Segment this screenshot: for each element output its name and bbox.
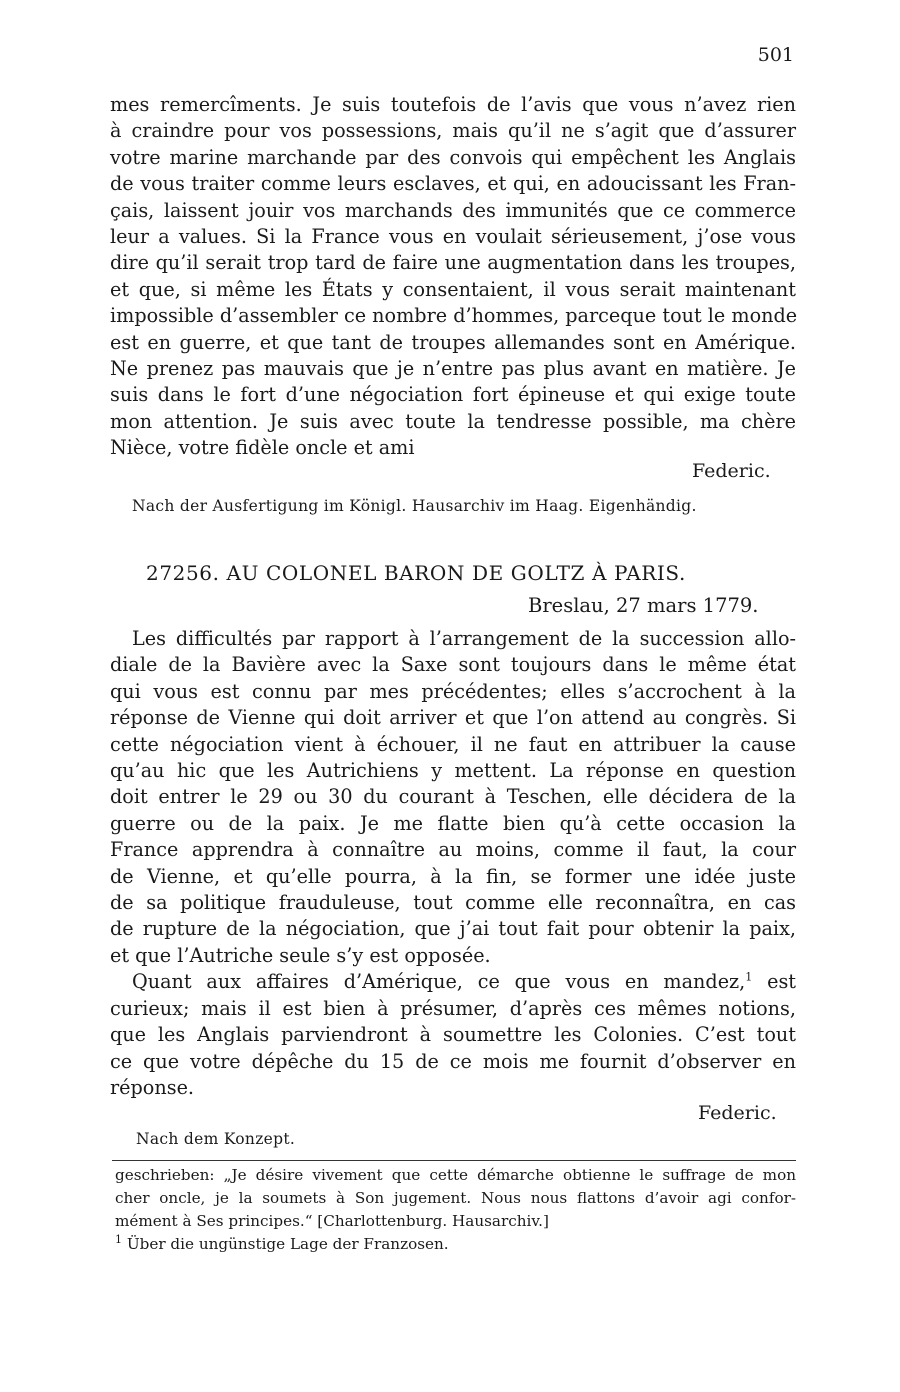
text-line: Les difficultés par rapport à l’arrangement de la succession allo- bbox=[132, 627, 796, 650]
text-line: de rupture de la négociation, que j’ai tout fait pour obtenir la paix, bbox=[110, 917, 796, 941]
footnote-mark: 1 bbox=[115, 1232, 122, 1246]
text-line: diale de la Bavière avec la Saxe sont toujours dans le même état bbox=[110, 653, 796, 677]
text-line: Ne prenez pas mauvais que je n’entre pas plus avant en matière. Je bbox=[110, 357, 796, 381]
text-line: réponse. bbox=[110, 1075, 195, 1099]
text-line: de vous traiter comme leurs esclaves, et qui, en adoucissant les Fran- bbox=[110, 172, 796, 196]
text-line: France apprendra à connaître au moins, comme il faut, la cour bbox=[110, 838, 796, 862]
text-line: leur a values. Si la France vous en voulait sérieusement, j’ose vous bbox=[110, 225, 796, 249]
text-line: et que, si même les États y consentaient, il vous serait maintenant bbox=[110, 277, 796, 301]
previous-letter-text bbox=[110, 92, 796, 462]
letter-signature: Federic. bbox=[698, 1102, 777, 1124]
letter-body bbox=[110, 626, 796, 1101]
text-line: de Vienne, et qu’elle pourra, à la fin, se former une idée juste bbox=[110, 864, 796, 888]
footnote-divider bbox=[112, 1160, 796, 1161]
text-line: que les Anglais parviendront à soumettre les Colonies. C’est tout bbox=[110, 1023, 796, 1047]
text-line bbox=[110, 969, 796, 995]
text-line: à craindre pour vos possessions, mais qu’il ne s’agit que d’assurer bbox=[110, 119, 796, 143]
text-segment: Quant aux affaires d’Amérique, ce que vous en mandez, bbox=[132, 970, 746, 994]
text-line: çais, laissent jouir vos marchands des immunités que ce commerce bbox=[110, 198, 796, 222]
text-line: qu’au hic que les Autrichiens y mettent. La réponse en question bbox=[110, 759, 796, 783]
text-line: et que l’Autriche seule s’y est opposée. bbox=[110, 943, 491, 967]
text-line: dire qu’il serait trop tard de faire une augmentation dans les troupes, bbox=[110, 251, 796, 275]
footnote-line: geschrieben: „Je désire vivement que cette démarche obtienne le suffrage de mon bbox=[115, 1166, 796, 1184]
letter-dateline: Breslau, 27 mars 1779. bbox=[528, 594, 759, 617]
text-segment: est bbox=[752, 970, 797, 994]
text-line: suis dans le fort d’une négociation fort épineuse et qui exige toute bbox=[110, 383, 796, 407]
page-number: 501 bbox=[757, 44, 794, 66]
text-line: mon attention. Je suis avec toute la tendresse possible, ma chère bbox=[110, 409, 796, 433]
footnote-line: mément à Ses principes.“ [Charlottenburg. Hausarchiv.] bbox=[115, 1212, 549, 1230]
text-line: est en guerre, et que tant de troupes allemandes sont en Amérique. bbox=[110, 330, 796, 354]
footnote-1 bbox=[115, 1233, 796, 1256]
footnotes bbox=[115, 1164, 796, 1256]
letter-source-note: Nach dem Konzept. bbox=[136, 1130, 296, 1148]
text-line: impossible d’assembler ce nombre d’hommes, parceque tout le monde bbox=[110, 304, 798, 328]
text-line: ce que votre dépêche du 15 de ce mois me fournit d’observer en bbox=[110, 1049, 796, 1073]
letter-heading: 27256. AU COLONEL BARON DE GOLTZ À PARIS. bbox=[146, 561, 686, 585]
text-line: doit entrer le 29 ou 30 du courant à Teschen, elle décidera de la bbox=[110, 785, 796, 809]
footnote-line: cher oncle, je la soumets à Son jugement. Nous nous flattons d’avoir agi confor- bbox=[115, 1189, 796, 1207]
text-line: mes remercîments. Je suis toutefois de l’avis que vous n’avez rien bbox=[110, 93, 796, 116]
text-line: curieux; mais il est bien à présumer, d’après ces mêmes notions, bbox=[110, 996, 796, 1020]
footnote-text: Über die ungünstige Lage der Franzosen. bbox=[122, 1235, 449, 1253]
text-line: votre marine marchande par des convois qui empêchent les Anglais bbox=[110, 145, 796, 169]
footnote-reference: 1 bbox=[745, 970, 753, 984]
text-line: guerre ou de la paix. Je me flatte bien qu’à cette occasion la bbox=[110, 811, 796, 835]
previous-letter-source-note: Nach der Ausfertigung im Königl. Hausarchiv im Haag. Eigenhändig. bbox=[132, 497, 697, 515]
text-line: réponse de Vienne qui doit arriver et que l’on attend au congrès. Si bbox=[110, 706, 796, 730]
previous-letter-signature: Federic. bbox=[692, 460, 771, 482]
text-line: Nièce, votre fidèle oncle et ami bbox=[110, 436, 415, 460]
text-line: cette négociation vient à échouer, il ne faut en attribuer la cause bbox=[110, 732, 796, 756]
text-line: qui vous est connu par mes précédentes; elles s’accrochent à la bbox=[110, 679, 796, 703]
text-line: de sa politique frauduleuse, tout comme elle reconnaîtra, en cas bbox=[110, 891, 796, 915]
